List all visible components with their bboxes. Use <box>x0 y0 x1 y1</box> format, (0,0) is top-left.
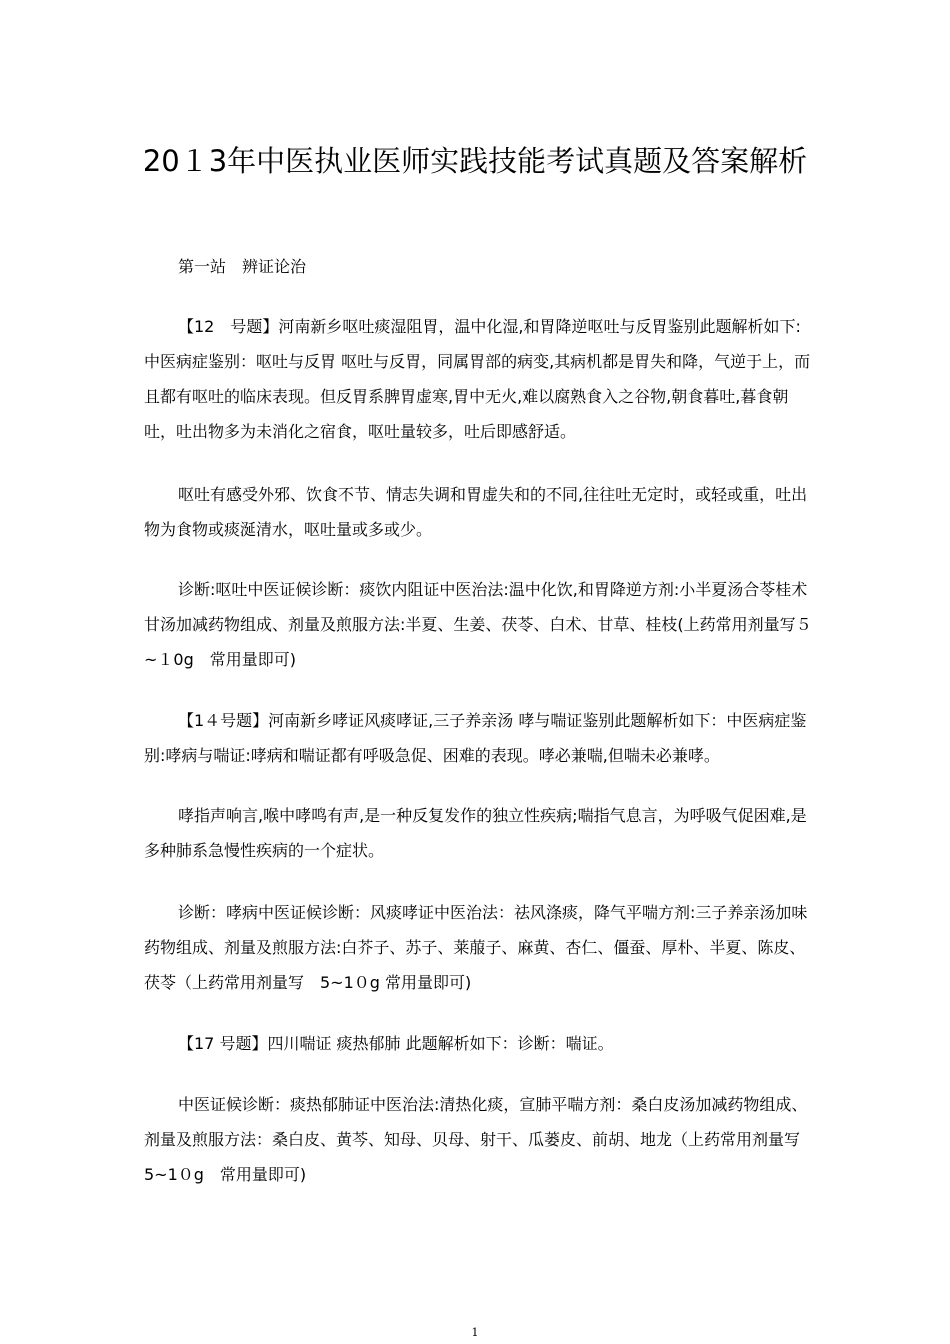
paragraph-q17-diagnosis: 中医证候诊断：痰热郁肺证中医治法:清热化痰，宣肺平喘方剂：桑白皮汤加减药物组成、剂量及煎服方法：桑白皮、黄芩、知母、贝母、射干、瓜蒌皮、前胡、地龙（上药常用剂量写 5~1０g 常用量即可) <box>144 1095 817 1184</box>
page-title: 20１3年中医执业医师实践技能考试真题及答案解析 <box>142 144 808 178</box>
paragraph-q14-analysis: 【1４号题】河南新乡哮证风痰哮证,三子养亲汤 哮与喘证鉴别此题解析如下：中医病症鉴别:哮病与喘证:哮病和喘证都有呼吸急促、困难的表现。哮必兼喘,但喘未必兼哮。 <box>144 711 807 765</box>
page-number: 1 <box>471 1326 479 1339</box>
paragraph-q14-diagnosis: 诊断：哮病中医证候诊断：风痰哮证中医治法：祛风涤痰，降气平喘方剂:三子养亲汤加味药物组成、剂量及煎服方法:白芥子、苏子、莱菔子、麻黄、杏仁、僵蚕、厚朴、半夏、陈皮、茯苓（上药常用剂量写 5~1０g 常用量即可) <box>144 903 808 992</box>
paragraph-vomiting-notes: 呕吐有感受外邪、饮食不节、情志失调和胃虚失和的不同,往往吐无定时，或轻或重，吐出物为食物或痰涎清水，呕吐量或多或少。 <box>144 485 808 539</box>
paragraph-q12-analysis: 【12 号题】河南新乡呕吐痰湿阻胃，温中化湿,和胃降逆呕吐与反胃鉴别此题解析如下:中医病症鉴别：呕吐与反胃 呕吐与反胃，同属胃部的病变,其病机都是胃失和降，气逆于上，而且都有呕吐的临床表现。但反胃系脾胃虚寒,胃中无火,难以腐熟食入之谷物,朝食暮吐,暮食朝吐，吐出物多为未消化之宿食，呕吐量较多，吐后即感舒适。 <box>144 317 811 441</box>
section-heading: 第一站 辨证论治 <box>178 257 307 276</box>
paragraph-q12-diagnosis: 诊断:呕吐中医证候诊断：痰饮内阻证中医治法:温中化饮,和胃降逆方剂:小半夏汤合苓桂术甘汤加减药物组成、剂量及煎服方法:半夏、生姜、茯苓、白术、甘草、桂枝(上药常用剂量写５~１0g 常用量即可) <box>144 580 812 669</box>
paragraph-q17-analysis: 【17 号题】四川喘证 痰热郁肺 此题解析如下：诊断：喘证。 <box>178 1034 614 1053</box>
paragraph-asthma-notes: 哮指声响言,喉中哮鸣有声,是一种反复发作的独立性疾病;喘指气息言，为呼吸气促困难,是多种肺系急慢性疾病的一个症状。 <box>144 806 807 860</box>
